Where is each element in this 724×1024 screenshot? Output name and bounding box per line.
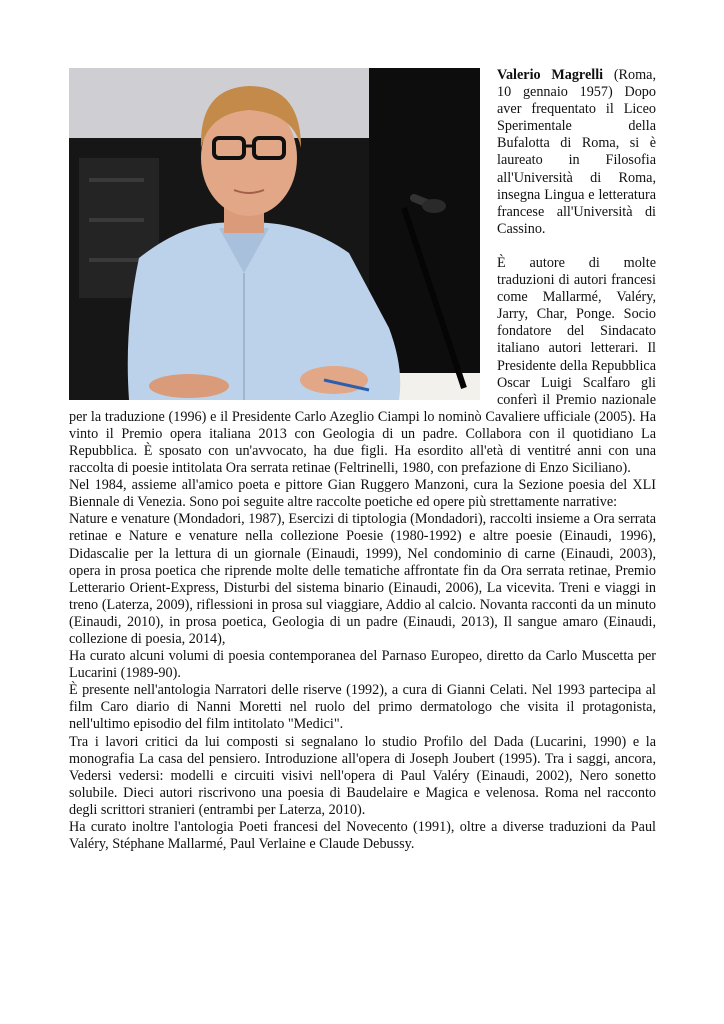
translations-paragraph: È autore di molte traduzioni di autori francesi come Mallarmé, Valéry, Jarry, Char, Ponge. Socio fondatore del Sindacato italiano autori letterari. Il Presidente della Repubblica Oscar Luigi Scalfaro gli conferì il Premio nazionale per la traduzione (1996) e il Presidente Carlo Azeglio Ciampi lo nominò Cavaliere ufficiale (2005). Ha vinto il Premio opera italiana 2013 con Geologia di un padre. Collabora con il quotidiano La Repubblica. È sposato con un'avvocato, ha due figli. Ha esordito all'età di ventitré anni con una raccolta di poesie intitolata Ora serrata retinae (Feltrinelli, 1980, con prefazione di Enzo Siciliano). (69, 254, 656, 477)
author-photo-image (69, 68, 480, 400)
parnaso-paragraph: Ha curato alcuni volumi di poesia contemporanea del Parnaso Europeo, diretto da Carlo Muscetta per Lucarini (1989-90). (69, 648, 656, 682)
biography-page (69, 67, 656, 853)
biennale-paragraph: Nel 1984, assieme all'amico poeta e pittore Gian Ruggero Manzoni, cura la Sezione poesia del XLI Biennale di Venezia. Sono poi seguite altre raccolte poetiche ed opere più strettamente narrative: (69, 477, 656, 511)
film-paragraph: È presente nell'antologia Narratori delle riserve (1992), a cura di Gianni Celati. Nel 1993 partecipa al film Caro diario di Nanni Moretti nel ruolo del primo dermatologo che visita il protagonista, nell'ultimo episodio del film intitolato "Medici". (69, 682, 656, 733)
critical-works-paragraph: Tra i lavori critici da lui composti si segnalano lo studio Profilo del Dada (Lucarini, 1990) e la monografia La casa del pensiero. Introduzione all'opera di Joseph Joubert (1995). Tra i saggi, ancora, Vedersi vedersi: modelli e circuiti visivi nell'opera di Paul Valéry (Einaudi, 2002), Nero sonetto solubile. Dieci autori riscrivono una poesia di Baudelaire e Magica e velenosa. Roma nel racconto degli scrittori stranieri (entrambi per Laterza, 2010). (69, 733, 656, 818)
author-photo (69, 68, 480, 400)
intro-text: (Roma, 10 gennaio 1957) Dopo aver frequentato il Liceo Sperimentale della Bufalotta di Roma, si è laureato in Filosofia all'Università di Roma, insegna Lingua e letteratura francese all'Università di Cassino. (497, 67, 656, 237)
author-name: Valerio Magrelli (497, 67, 604, 83)
translations-anthology-paragraph: Ha curato inoltre l'antologia Poeti francesi del Novecento (1991), oltre a diverse traduzioni da Paul Valéry, Stéphane Mallarmé, Paul Verlaine e Claude Debussy. (69, 819, 656, 853)
works-paragraph: Nature e venature (Mondadori, 1987), Esercizi di tiptologia (Mondadori), raccolti insieme a Ora serrata retinae e Nature e venature nella collezione Poesie (1980-1992) e altre poesie (Einaudi, 1996), Didascalie per la lettura di un giornale (Einaudi, 1999), Nel condominio di carne (Einaudi, 2003), opera in prosa poetica che riprende molte delle tematiche affrontate fin da Ora serrata retinae, Premio Letterario Orient-Express, Disturbi del sistema binario (Einaudi, 2006), La vicevita. Treni e viaggi in treno (Laterza, 2009), riflessioni in prosa sul viaggiare, Addio al calcio. Novanta racconti da un minuto (Einaudi, 2010), in prosa poetica, Geologia di un padre (Einaudi, 2013), Il sangue amaro (Einaudi, collezione di poesia, 2014), (69, 511, 656, 647)
